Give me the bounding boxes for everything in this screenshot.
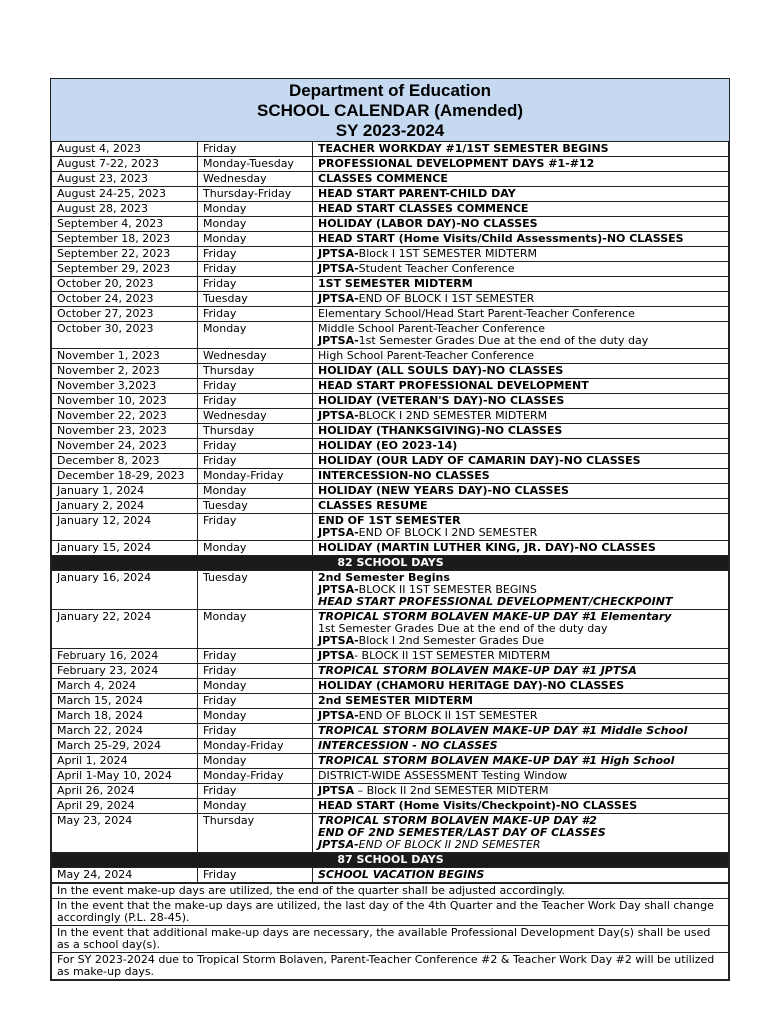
row-event [313, 424, 729, 439]
row-event [313, 571, 729, 610]
event-text: 1st Semester Grades Due at the end of the duty day [318, 622, 608, 635]
row-day: Friday [198, 694, 313, 709]
row-day: Monday [198, 541, 313, 556]
calendar-row [52, 799, 729, 814]
event-text: CLASSES COMMENCE [318, 172, 448, 185]
row-day: Friday [198, 664, 313, 679]
row-date: March 15, 2024 [52, 694, 198, 709]
row-date: March 22, 2024 [52, 724, 198, 739]
row-day: Friday [198, 784, 313, 799]
calendar-table [51, 141, 729, 883]
row-date: February 23, 2024 [52, 664, 198, 679]
event-text: HEAD START PROFESSIONAL DEVELOPMENT/CHECKPOINT [318, 595, 673, 608]
row-date: February 16, 2024 [52, 649, 198, 664]
event-text: END OF BLOCK I 2ND SEMESTER [358, 526, 538, 539]
event-line [318, 440, 724, 452]
event-text: High School Parent-Teacher Conference [318, 349, 534, 362]
row-event [313, 142, 729, 157]
row-date: April 26, 2024 [52, 784, 198, 799]
row-date: November 3,2023 [52, 379, 198, 394]
calendar-row [52, 664, 729, 679]
row-day: Monday [198, 484, 313, 499]
row-event [313, 157, 729, 172]
row-event [313, 262, 729, 277]
event-text: HOLIDAY (NEW YEARS DAY)-NO CLASSES [318, 484, 569, 497]
event-line [318, 308, 724, 320]
calendar-row [52, 394, 729, 409]
event-line [318, 596, 724, 608]
event-text: JPTSA- [318, 334, 359, 347]
row-event [313, 454, 729, 469]
row-event [313, 514, 729, 541]
event-text: HOLIDAY (MARTIN LUTHER KING, JR. DAY)-NO CLASSES [318, 541, 656, 554]
event-line [318, 770, 724, 782]
event-text: HOLIDAY (LABOR DAY)-NO CLASSES [318, 217, 538, 230]
event-text: TEACHER WORKDAY #1/1ST SEMESTER BEGINS [318, 142, 609, 155]
calendar-row [52, 679, 729, 694]
event-line [318, 293, 724, 305]
event-text: HEAD START CLASSES COMMENCE [318, 202, 529, 215]
event-text: Block I 1ST SEMESTER MIDTERM [358, 247, 538, 260]
event-text: JPTSA [318, 649, 355, 662]
calendar-row [52, 409, 729, 424]
calendar-row [52, 157, 729, 172]
school-days-count: 87 SCHOOL DAYS [52, 853, 729, 868]
event-line [318, 635, 724, 647]
event-text: HEAD START PROFESSIONAL DEVELOPMENT [318, 379, 589, 392]
event-line [318, 725, 724, 737]
event-text: JPTSA- [318, 838, 359, 851]
row-event [313, 541, 729, 556]
row-day: Monday [198, 679, 313, 694]
event-text: JPTSA- [318, 247, 359, 260]
row-date: September 4, 2023 [52, 217, 198, 232]
department-title: Department of Education [288, 81, 492, 100]
event-text: INTERCESSION - NO CLASSES [318, 739, 498, 752]
row-event [313, 277, 729, 292]
row-event [313, 499, 729, 514]
row-event [313, 784, 729, 799]
event-text: HOLIDAY (THANKSGIVING)-NO CLASSES [318, 424, 563, 437]
calendar-row [52, 739, 729, 754]
row-day: Friday [198, 439, 313, 454]
event-line [318, 527, 724, 539]
row-event [313, 814, 729, 853]
row-event [313, 202, 729, 217]
event-text: TROPICAL STORM BOLAVEN MAKE-UP DAY #1 JPTSA [318, 664, 637, 677]
event-line [318, 380, 724, 392]
row-event [313, 769, 729, 784]
calendar-row [52, 769, 729, 784]
notes-table [51, 883, 729, 980]
row-date: August 4, 2023 [52, 142, 198, 157]
row-day: Thursday [198, 424, 313, 439]
calendar-row [52, 754, 729, 769]
event-text: END OF 1ST SEMESTER [318, 514, 461, 527]
row-event [313, 349, 729, 364]
calendar-row [52, 172, 729, 187]
event-line [318, 710, 724, 722]
row-event [313, 364, 729, 379]
event-line [318, 455, 724, 467]
row-day: Friday [198, 142, 313, 157]
event-line [318, 665, 724, 677]
event-text: END OF 2ND SEMESTER/LAST DAY OF CLASSES [318, 826, 606, 839]
row-date: October 24, 2023 [52, 292, 198, 307]
event-text: - BLOCK II 1ST SEMESTER MIDTERM [354, 649, 551, 662]
row-day: Wednesday [198, 409, 313, 424]
row-date: January 1, 2024 [52, 484, 198, 499]
event-text: Middle School Parent-Teacher Conference [318, 322, 546, 335]
event-line [318, 335, 724, 347]
row-day: Thursday [198, 814, 313, 853]
calendar-row [52, 514, 729, 541]
event-text: TROPICAL STORM BOLAVEN MAKE-UP DAY #1 Middle School [318, 724, 688, 737]
event-line [318, 395, 724, 407]
row-date: November 22, 2023 [52, 409, 198, 424]
row-date: March 4, 2024 [52, 679, 198, 694]
row-date: November 24, 2023 [52, 439, 198, 454]
row-date: November 10, 2023 [52, 394, 198, 409]
calendar-row [52, 571, 729, 610]
event-text: BLOCK I 2ND SEMESTER MIDTERM [358, 409, 548, 422]
row-day: Friday [198, 649, 313, 664]
event-line [318, 740, 724, 752]
calendar-document [50, 78, 730, 981]
row-event [313, 322, 729, 349]
calendar-row [52, 649, 729, 664]
row-date: August 7-22, 2023 [52, 157, 198, 172]
row-day: Tuesday [198, 499, 313, 514]
calendar-row [52, 499, 729, 514]
row-day: Wednesday [198, 349, 313, 364]
row-event [313, 484, 729, 499]
row-event [313, 187, 729, 202]
event-line [318, 869, 724, 881]
event-line [318, 365, 724, 377]
row-date: January 2, 2024 [52, 499, 198, 514]
event-text: END OF BLOCK II 1ST SEMESTER [358, 709, 538, 722]
row-date: September 22, 2023 [52, 247, 198, 262]
event-text: JPTSA [318, 784, 355, 797]
event-line [318, 650, 724, 662]
row-event [313, 868, 729, 883]
calendar-row [52, 364, 729, 379]
calendar-row [52, 247, 729, 262]
row-event [313, 724, 729, 739]
event-text: DISTRICT-WIDE ASSESSMENT Testing Window [318, 769, 568, 782]
row-event [313, 739, 729, 754]
row-day: Monday [198, 754, 313, 769]
row-day: Friday [198, 868, 313, 883]
event-line [318, 485, 724, 497]
note-text: In the event that additional make-up days are necessary, the available Professional Development Day(s) shall be used as a school day(s). [52, 926, 729, 953]
calendar-row [52, 541, 729, 556]
row-event [313, 409, 729, 424]
row-day: Friday [198, 454, 313, 469]
row-day: Thursday [198, 364, 313, 379]
row-date: January 12, 2024 [52, 514, 198, 541]
row-date: September 29, 2023 [52, 262, 198, 277]
event-line [318, 470, 724, 482]
calendar-row [52, 784, 729, 799]
calendar-row [52, 814, 729, 853]
row-event [313, 172, 729, 187]
calendar-row [52, 142, 729, 157]
event-text: CLASSES RESUME [318, 499, 428, 512]
note-text: For SY 2023-2024 due to Tropical Storm Bolaven, Parent-Teacher Conference #2 & Teacher Work Day #2 will be utilized as make-up days. [52, 953, 729, 980]
row-date: October 30, 2023 [52, 322, 198, 349]
note-row [52, 884, 729, 899]
row-day: Friday [198, 394, 313, 409]
row-date: August 23, 2023 [52, 172, 198, 187]
event-line [318, 500, 724, 512]
calendar-row [52, 610, 729, 649]
row-day: Monday [198, 610, 313, 649]
calendar-row [52, 292, 729, 307]
row-event [313, 469, 729, 484]
calendar-row [52, 379, 729, 394]
event-line [318, 203, 724, 215]
event-line [318, 800, 724, 812]
event-line [318, 695, 724, 707]
calendar-row [52, 868, 729, 883]
calendar-row [52, 232, 729, 247]
row-day: Monday [198, 232, 313, 247]
calendar-title: SCHOOL CALENDAR (Amended) [256, 101, 524, 120]
note-text: In the event that the make-up days are utilized, the last day of the 4th Quarter and the Teacher Work Day shall change accordingly (P.L. 28-45). [52, 899, 729, 926]
event-text: HEAD START PARENT-CHILD DAY [318, 187, 516, 200]
row-day: Monday-Tuesday [198, 157, 313, 172]
event-line [318, 350, 724, 362]
calendar-row [52, 217, 729, 232]
row-day: Monday-Friday [198, 739, 313, 754]
calendar-row [52, 724, 729, 739]
event-text: JPTSA- [318, 709, 359, 722]
event-text: HOLIDAY (OUR LADY OF CAMARIN DAY)-NO CLASSES [318, 454, 641, 467]
calendar-row [52, 322, 729, 349]
note-row [52, 926, 729, 953]
row-date: August 24-25, 2023 [52, 187, 198, 202]
row-day: Monday [198, 799, 313, 814]
event-text: HOLIDAY (CHAMORU HERITAGE DAY)-NO CLASSES [318, 679, 625, 692]
calendar-row [52, 262, 729, 277]
row-event [313, 799, 729, 814]
row-day: Monday [198, 217, 313, 232]
event-text: TROPICAL STORM BOLAVEN MAKE-UP DAY #2 [318, 814, 597, 827]
event-text: Elementary School/Head Start Parent-Teacher Conference [318, 307, 635, 320]
event-line [318, 143, 724, 155]
event-text: 2nd Semester Begins [318, 571, 450, 584]
row-date: November 23, 2023 [52, 424, 198, 439]
event-line [318, 188, 724, 200]
row-date: May 23, 2024 [52, 814, 198, 853]
row-date: April 1-May 10, 2024 [52, 769, 198, 784]
row-date: October 20, 2023 [52, 277, 198, 292]
event-line [318, 233, 724, 245]
row-event [313, 217, 729, 232]
row-event [313, 664, 729, 679]
calendar-row [52, 694, 729, 709]
calendar-row [52, 454, 729, 469]
calendar-row [52, 469, 729, 484]
event-line [318, 263, 724, 275]
school-days-separator [52, 853, 729, 868]
event-line [318, 785, 724, 797]
calendar-row [52, 424, 729, 439]
event-text: HEAD START (Home Visits/Child Assessments)-NO CLASSES [318, 232, 684, 245]
event-text: HOLIDAY (ALL SOULS DAY)-NO CLASSES [318, 364, 564, 377]
row-day: Monday [198, 709, 313, 724]
row-event [313, 232, 729, 247]
event-text: END OF BLOCK I 1ST SEMESTER [358, 292, 535, 305]
school-days-separator [52, 556, 729, 571]
row-event [313, 679, 729, 694]
row-day: Friday [198, 277, 313, 292]
row-date: April 1, 2024 [52, 754, 198, 769]
row-day: Monday [198, 202, 313, 217]
event-text: JPTSA- [318, 634, 359, 647]
row-day: Tuesday [198, 571, 313, 610]
row-date: March 25-29, 2024 [52, 739, 198, 754]
row-event [313, 247, 729, 262]
event-line [318, 278, 724, 290]
row-day: Friday [198, 307, 313, 322]
calendar-header [51, 79, 729, 141]
event-text: JPTSA- [318, 583, 359, 596]
event-text: – Block II 2nd SEMESTER MIDTERM [354, 784, 549, 797]
row-day: Friday [198, 379, 313, 394]
row-date: January 15, 2024 [52, 541, 198, 556]
event-line [318, 173, 724, 185]
calendar-row [52, 484, 729, 499]
event-line [318, 425, 724, 437]
event-text: HOLIDAY (VETERAN'S DAY)-NO CLASSES [318, 394, 565, 407]
event-text: SCHOOL VACATION BEGINS [318, 868, 485, 881]
row-event [313, 754, 729, 769]
event-line [318, 248, 724, 260]
event-text: HEAD START (Home Visits/Checkpoint)-NO CLASSES [318, 799, 638, 812]
row-date: December 8, 2023 [52, 454, 198, 469]
calendar-row [52, 277, 729, 292]
row-event [313, 649, 729, 664]
row-date: December 18-29, 2023 [52, 469, 198, 484]
note-row [52, 953, 729, 980]
event-text: TROPICAL STORM BOLAVEN MAKE-UP DAY #1 High School [318, 754, 675, 767]
event-text: END OF BLOCK II 2ND SEMESTER [358, 838, 541, 851]
row-date: March 18, 2024 [52, 709, 198, 724]
event-line [318, 542, 724, 554]
row-day: Friday [198, 262, 313, 277]
school-year: SY 2023-2024 [335, 121, 445, 140]
row-day: Monday-Friday [198, 769, 313, 784]
note-row [52, 899, 729, 926]
row-day: Friday [198, 724, 313, 739]
row-day: Friday [198, 247, 313, 262]
event-text: TROPICAL STORM BOLAVEN MAKE-UP DAY #1 Elementary [318, 610, 672, 623]
event-text: JPTSA- [318, 409, 359, 422]
row-day: Thursday-Friday [198, 187, 313, 202]
calendar-row [52, 307, 729, 322]
event-text: HOLIDAY (EO 2023-14) [318, 439, 458, 452]
row-date: January 16, 2024 [52, 571, 198, 610]
row-day: Monday [198, 322, 313, 349]
event-text: JPTSA- [318, 262, 359, 275]
event-text: BLOCK II 1ST SEMESTER BEGINS [358, 583, 537, 596]
event-line [318, 680, 724, 692]
calendar-row [52, 439, 729, 454]
event-text: JPTSA- [318, 292, 359, 305]
row-date: August 28, 2023 [52, 202, 198, 217]
row-day: Monday-Friday [198, 469, 313, 484]
event-text: Block I 2nd Semester Grades Due [358, 634, 545, 647]
school-days-count: 82 SCHOOL DAYS [52, 556, 729, 571]
event-line [318, 218, 724, 230]
row-event [313, 439, 729, 454]
row-date: May 24, 2024 [52, 868, 198, 883]
row-event [313, 709, 729, 724]
row-date: October 27, 2023 [52, 307, 198, 322]
calendar-row [52, 349, 729, 364]
event-text: JPTSA- [318, 526, 359, 539]
row-date: September 18, 2023 [52, 232, 198, 247]
event-line [318, 755, 724, 767]
note-text: In the event make-up days are utilized, the end of the quarter shall be adjusted accordingly. [52, 884, 729, 899]
event-text: PROFESSIONAL DEVELOPMENT DAYS #1-#12 [318, 157, 595, 170]
row-day: Tuesday [198, 292, 313, 307]
event-text: 1ST SEMESTER MIDTERM [318, 277, 473, 290]
row-event [313, 292, 729, 307]
row-day: Wednesday [198, 172, 313, 187]
event-text: INTERCESSION-NO CLASSES [318, 469, 490, 482]
calendar-row [52, 709, 729, 724]
calendar-row [52, 187, 729, 202]
row-event [313, 307, 729, 322]
row-date: November 1, 2023 [52, 349, 198, 364]
event-line [318, 839, 724, 851]
row-day: Friday [198, 514, 313, 541]
row-event [313, 610, 729, 649]
row-date: April 29, 2024 [52, 799, 198, 814]
calendar-row [52, 202, 729, 217]
event-text: Student Teacher Conference [358, 262, 515, 275]
event-text: 2nd SEMESTER MIDTERM [318, 694, 473, 707]
row-event [313, 694, 729, 709]
row-date: January 22, 2024 [52, 610, 198, 649]
event-text: 1st Semester Grades Due at the end of the duty day [358, 334, 649, 347]
row-date: November 2, 2023 [52, 364, 198, 379]
event-line [318, 158, 724, 170]
event-line [318, 410, 724, 422]
row-event [313, 379, 729, 394]
row-event [313, 394, 729, 409]
